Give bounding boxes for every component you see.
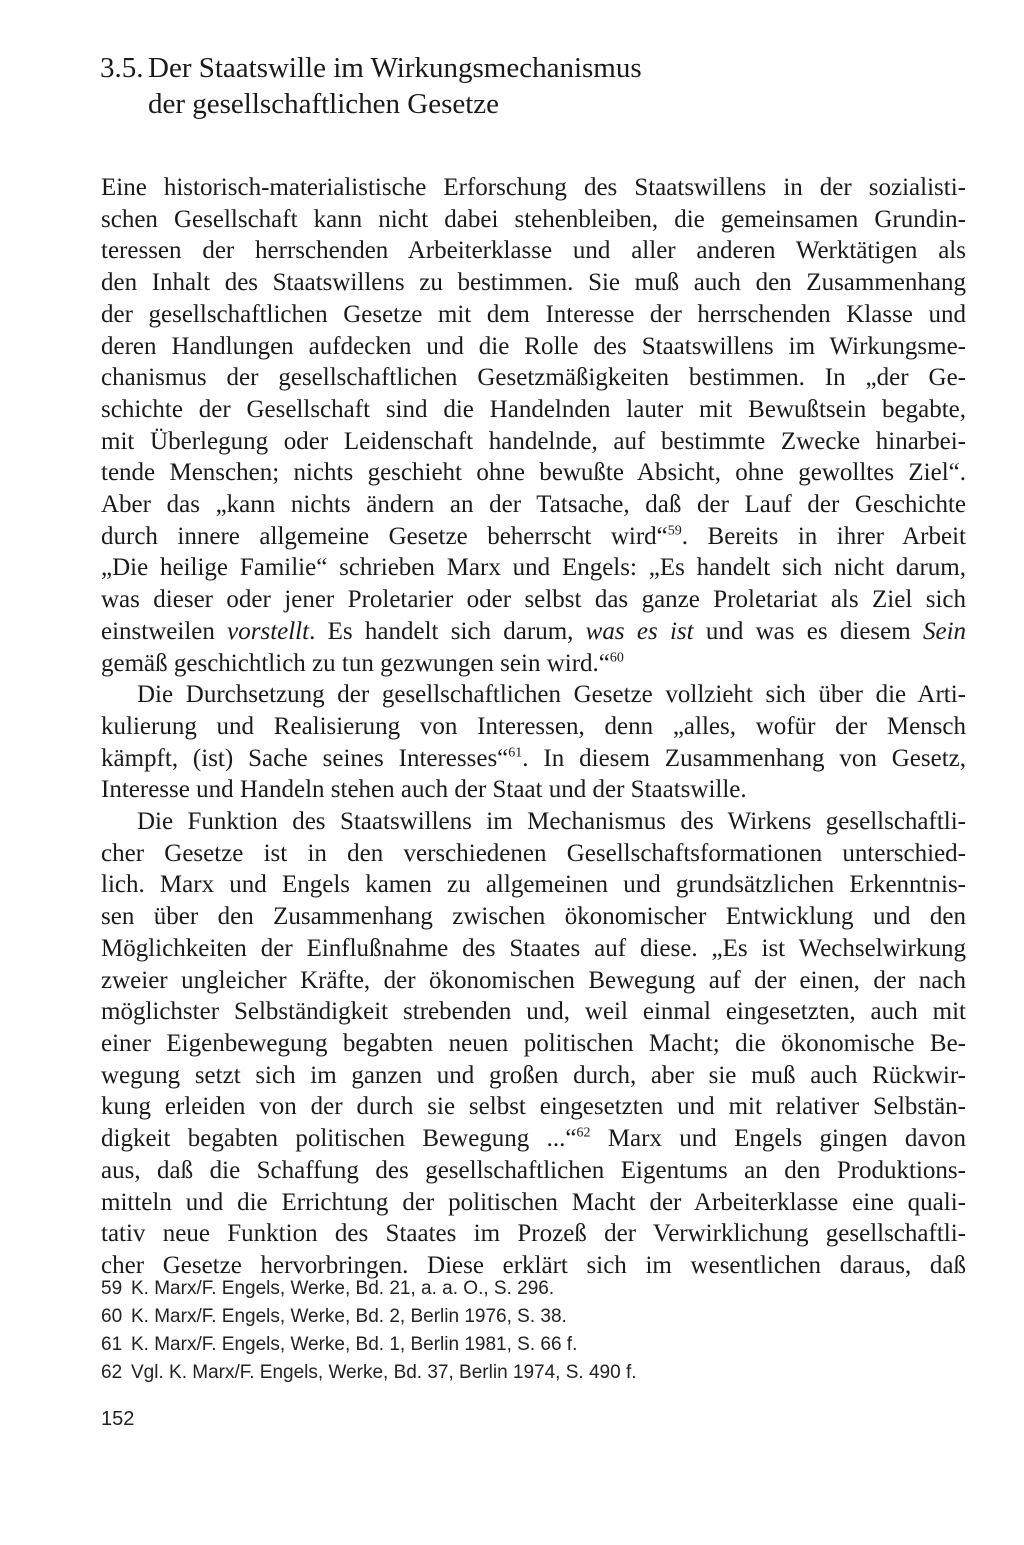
footnote [101, 1331, 961, 1359]
body-text [101, 172, 966, 1282]
text-line: tativ neue Funktion des Staates im Prozeß der Verwirklichung gesellschaftli- [101, 1220, 966, 1248]
text-line: Die Funktion des Staatswillens im Mechanismus des Wirkens gesellschaftli- [137, 808, 966, 836]
text-line: Eine historisch-materialistische Erforschung des Staatswillens in der sozialisti- [101, 174, 966, 201]
text-line: was dieser oder jener Proletarier oder selbst das ganze Proletariat als Ziel sich [101, 586, 966, 614]
text-line: den Inhalt des Staatswillens zu bestimmen. Sie muß auch den Zusammenhang [101, 269, 966, 297]
text-line: wegung setzt sich im ganzen und großen durch, aber sie muß auch Rückwir- [101, 1061, 966, 1089]
text-line: einer Eigenbewegung begabten neuen politischen Macht; die ökonomische Be- [101, 1029, 966, 1057]
section-title [148, 50, 948, 122]
text-run: kämpft, (ist) Sache seines Interesses“ [101, 744, 509, 772]
emphasis: was es ist [585, 617, 694, 645]
text-line [101, 1123, 966, 1155]
footnote-text: K. Marx/F. Engels, Werke, Bd. 2, Berlin 1976, S. 38. [131, 1306, 567, 1327]
section-title-line: Der Staatswille im Wirkungsmechanismus [148, 52, 642, 84]
section-title-line: der gesellschaftlichen Gesetze [148, 88, 500, 120]
text-line: cher Gesetze hervorbringen. Diese erklärt sich im wesentlichen daraus, daß [101, 1251, 966, 1279]
footnote-text: K. Marx/F. Engels, Werke, Bd. 1, Berlin 1981, S. 66 f. [131, 1334, 578, 1355]
text-line: „Die heilige Familie“ schrieben Marx und Engels: „Es handelt sich nicht darum, [101, 554, 966, 582]
text-line [101, 521, 966, 553]
text-line: Die Durchsetzung der gesellschaftlichen Gesetze vollzieht sich über die Arti- [137, 681, 966, 709]
text-line: Möglichkeiten der Einflußnahme des Staates auf diese. „Es ist Wechselwirkung [101, 934, 966, 962]
text-run: durch innere allgemeine Gesetze beherrscht wird“ [101, 522, 668, 550]
page-number: 152 [101, 1408, 135, 1430]
footnote-number: 59 [101, 1278, 123, 1299]
footnote-ref: 59 [667, 523, 682, 539]
text-line: mitteln und die Errichtung der politischen Macht der Arbeiterklasse eine quali- [101, 1188, 966, 1216]
paragraph [101, 806, 966, 1282]
text-line: sen über den Zusammenhang zwischen ökonomischer Entwicklung und den [101, 903, 966, 931]
text-line: teressen der herrschenden Arbeiterklasse und aller anderen Werktätigen als [101, 237, 966, 265]
text-line [101, 648, 966, 680]
footnote-text: Vgl. K. Marx/F. Engels, Werke, Bd. 37, Berlin 1974, S. 490 f. [131, 1362, 637, 1383]
paragraph [101, 679, 966, 806]
footnote-ref: 60 [609, 650, 624, 666]
text-line: aus, daß die Schaffung des gesellschaftlichen Eigentums an den Produktions- [101, 1156, 966, 1184]
section-number: 3.5. [100, 52, 144, 84]
text-run: digkeit begabten politischen Bewegung ...“ [101, 1125, 577, 1153]
text-run: . Es handelt sich darum, [309, 617, 586, 645]
footnote [101, 1359, 961, 1387]
text-line: kung erleiden von der durch sie selbst eingesetzten und mit relativer Selbstän- [101, 1093, 966, 1121]
footnote-ref: 61 [508, 745, 523, 761]
text-line [101, 616, 966, 648]
text-line: cher Gesetze ist in den verschiedenen Gesellschaftsformationen unterschied- [101, 839, 966, 867]
text-line: lich. Marx und Engels kamen zu allgemeinen und grundsätzlichen Erkenntnis- [101, 871, 966, 899]
paragraph [101, 172, 966, 679]
text-run: und was es diesem [693, 617, 923, 645]
footnote-ref: 62 [576, 1125, 591, 1141]
text-line: möglichster Selbständigkeit strebenden und, weil einmal eingesetzten, auch mit [101, 998, 966, 1026]
text-line: Interesse und Handeln stehen auch der Staat und der Staatswille. [101, 776, 747, 804]
text-line: schichte der Gesellschaft sind die Handelnden lauter mit Bewußtsein begabte, [101, 395, 966, 423]
footnotes [101, 1275, 961, 1387]
section-heading [100, 50, 960, 122]
footnote-number: 61 [101, 1334, 123, 1355]
text-line: chanismus der gesellschaftlichen Gesetzmäßigkeiten bestimmen. In „der Ge- [101, 364, 966, 392]
footnote [101, 1303, 961, 1331]
text-line: schen Gesellschaft kann nicht dabei stehenbleiben, die gemeinsamen Grundin- [101, 205, 966, 233]
text-line: tende Menschen; nichts geschieht ohne bewußte Absicht, ohne gewolltes Ziel“. [101, 459, 966, 487]
text-line: kulierung und Realisierung von Interessen, denn „alles, wofür der Mensch [101, 712, 966, 740]
footnote-number: 62 [101, 1362, 123, 1383]
text-line: der gesellschaftlichen Gesetze mit dem Interesse der herrschenden Klasse und [101, 300, 966, 328]
text-run: gemäß geschichtlich zu tun gezwungen sein wird.“ [101, 649, 610, 677]
text-run: Marx und Engels gingen davon [590, 1125, 966, 1153]
text-line: deren Handlungen aufdecken und die Rolle des Staatswillens im Wirkungsme- [101, 332, 966, 360]
emphasis: Sein [922, 617, 967, 645]
emphasis: vorstellt [227, 617, 310, 645]
text-line: mit Überlegung oder Leidenschaft handelnde, auf bestimmte Zwecke hinarbei- [101, 427, 966, 455]
text-line [101, 743, 966, 775]
text-run: . Bereits in ihrer Arbeit [681, 522, 966, 550]
text-line: Aber das „kann nichts ändern an der Tatsache, daß der Lauf der Geschichte [101, 491, 966, 519]
footnote-number: 60 [101, 1306, 123, 1327]
footnote-text: K. Marx/F. Engels, Werke, Bd. 21, a. a. O., S. 296. [131, 1278, 555, 1299]
text-line: zweier ungleicher Kräfte, der ökonomischen Bewegung auf der einen, der nach [101, 966, 966, 994]
footnote [101, 1275, 961, 1303]
text-run: . In diesem Zusammenhang von Gesetz, [522, 744, 966, 772]
text-run: einstweilen [101, 617, 228, 645]
